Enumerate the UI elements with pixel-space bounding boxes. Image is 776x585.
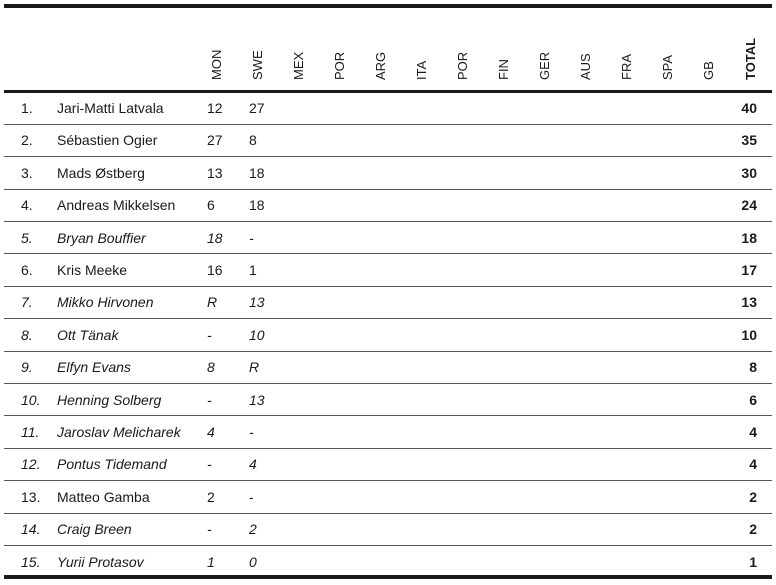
row-swe-points: - [249, 424, 254, 440]
row-total-points: 2 [749, 521, 757, 538]
row-total-points: 17 [741, 262, 757, 278]
row-mon-points: 27 [207, 132, 223, 149]
row-driver-name: Henning Solberg [57, 391, 162, 408]
row-total-points: 2 [749, 488, 757, 505]
row-swe-points: 13 [249, 294, 265, 311]
col-header-mex: MEX [291, 51, 306, 80]
row-driver-name: Yurii Protasov [57, 553, 144, 570]
row-swe-points: 27 [249, 100, 265, 116]
bottom-rule [4, 575, 772, 579]
row-mon-points: 8 [207, 359, 215, 376]
row-driver-name: Matteo Gamba [57, 488, 150, 505]
row-driver-name: Craig Breen [57, 521, 132, 538]
table-row [4, 449, 772, 481]
table-row [4, 287, 772, 319]
row-driver-name: Bryan Bouffier [57, 229, 146, 246]
row-total-points: 18 [741, 229, 757, 246]
row-swe-points: 8 [249, 132, 257, 149]
table-row [4, 417, 772, 449]
col-header-por-2: POR [455, 51, 470, 80]
row-total-points: 13 [741, 294, 757, 311]
row-swe-points: - [249, 229, 254, 246]
row-position: 11. [21, 424, 40, 440]
row-mon-points: 12 [207, 100, 223, 116]
row-swe-points: R [249, 359, 260, 376]
row-mon-points: - [207, 326, 212, 343]
col-header-ger: GER [537, 51, 552, 80]
col-header-arg: ARG [373, 51, 388, 80]
row-mon-points: - [207, 456, 212, 473]
table-row [4, 223, 772, 255]
row-position: 14. [21, 521, 41, 538]
row-total-points: 1 [749, 553, 757, 570]
row-position: 4. [21, 197, 33, 214]
row-driver-name: Pontus Tidemand [57, 456, 167, 473]
row-mon-points: 1 [207, 553, 215, 570]
row-swe-points: 10 [249, 326, 265, 343]
row-position: 10. [21, 391, 41, 408]
row-driver-name: Sébastien Ogier [57, 132, 158, 149]
col-header-mon: MON [209, 49, 224, 80]
row-driver-name: Mads Østberg [57, 164, 145, 181]
table-row [4, 190, 772, 222]
row-total-points: 24 [741, 197, 757, 214]
row-total-points: 8 [749, 359, 757, 376]
table-row [4, 320, 772, 352]
row-position: 2. [21, 132, 33, 149]
row-mon-points: - [207, 391, 212, 408]
row-swe-points: 2 [249, 521, 257, 538]
row-total-points: 4 [749, 424, 757, 440]
row-mon-points: 13 [207, 164, 223, 181]
col-header-fra: FRA [619, 54, 634, 80]
row-mon-points: 2 [207, 488, 215, 505]
row-mon-points: 6 [207, 197, 215, 214]
row-position: 6. [21, 262, 33, 278]
col-header-gb: GB [701, 61, 716, 80]
col-header-fin: FIN [496, 59, 511, 80]
row-mon-points: 4 [207, 424, 215, 440]
row-mon-points: - [207, 521, 212, 538]
row-position: 7. [21, 294, 33, 311]
table-row [4, 158, 772, 190]
table-row [4, 352, 772, 384]
top-rule [4, 4, 772, 8]
row-swe-points: 13 [249, 391, 265, 408]
row-driver-name: Kris Meeke [57, 262, 128, 278]
row-position: 13. [21, 488, 41, 505]
row-mon-points: R [207, 294, 218, 311]
row-total-points: 30 [741, 164, 757, 181]
col-header-aus: AUS [578, 53, 593, 80]
table-row [4, 125, 772, 157]
row-swe-points: 1 [249, 262, 257, 278]
row-total-points: 35 [741, 132, 757, 149]
row-position: 8. [21, 326, 33, 343]
row-position: 9. [21, 359, 33, 376]
row-driver-name: Jari-Matti Latvala [57, 100, 164, 116]
row-position: 5. [21, 229, 33, 246]
row-total-points: 10 [741, 326, 757, 343]
row-swe-points: 18 [249, 164, 265, 181]
row-mon-points: 18 [207, 229, 223, 246]
row-swe-points: 4 [249, 456, 257, 473]
row-driver-name: Mikko Hirvonen [57, 294, 154, 311]
col-header-swe: SWE [250, 50, 265, 80]
table-row [4, 255, 772, 287]
table-row [4, 514, 772, 546]
row-driver-name: Elfyn Evans [57, 359, 131, 376]
col-header-por: POR [332, 51, 347, 80]
row-mon-points: 16 [207, 262, 223, 278]
row-position: 15. [21, 553, 41, 570]
row-position: 12. [21, 456, 41, 473]
row-swe-points: 18 [249, 197, 265, 214]
row-total-points: 6 [749, 391, 757, 408]
col-header-ita: ITA [414, 60, 429, 80]
row-total-points: 40 [741, 100, 757, 116]
row-swe-points: - [249, 488, 254, 505]
table-row [4, 482, 772, 514]
row-position: 3. [21, 164, 33, 181]
row-driver-name: Andreas Mikkelsen [57, 197, 176, 214]
col-header-total: TOTAL [743, 37, 758, 80]
row-total-points: 4 [749, 456, 757, 473]
row-driver-name: Jaroslav Melicharek [57, 424, 181, 440]
table-row [4, 93, 772, 125]
col-header-spa: SPA [660, 54, 675, 80]
row-swe-points: 0 [249, 553, 257, 570]
row-position: 1. [21, 100, 33, 116]
row-driver-name: Ott Tänak [57, 326, 119, 343]
table-row [4, 547, 772, 579]
table-row [4, 385, 772, 417]
